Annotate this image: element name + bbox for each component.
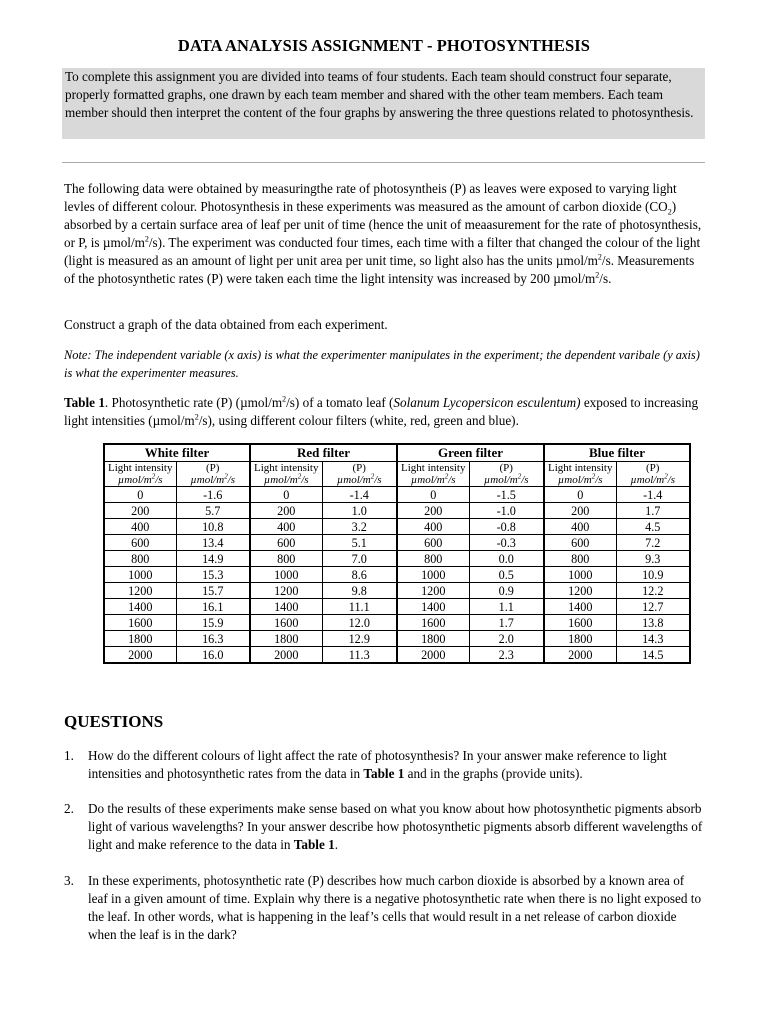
light-intensity-cell: 200 xyxy=(250,503,322,519)
group-header-blue: Blue filter xyxy=(544,444,690,462)
rate-cell: 10.8 xyxy=(176,519,250,535)
question-2: 2. Do the results of these experiments make sense based on what you know about how photosynthetic pigments absorb light of various wavelengths? In your answer describe how photosynthetic pigments absorb different wavelengths of light and make reference to the data in Table 1. xyxy=(64,801,703,852)
light-intensity-cell: 200 xyxy=(104,503,176,519)
light-intensity-cell: 1200 xyxy=(544,583,616,599)
light-intensity-cell: 400 xyxy=(104,519,176,535)
rate-cell: 14.3 xyxy=(616,631,690,647)
light-intensity-cell: 800 xyxy=(250,551,322,567)
light-intensity-cell: 1000 xyxy=(104,567,176,583)
rate-cell: 14.9 xyxy=(176,551,250,567)
light-intensity-cell: 1400 xyxy=(544,599,616,615)
rate-cell: -1.0 xyxy=(469,503,544,519)
light-intensity-cell: 800 xyxy=(544,551,616,567)
rate-cell: 11.1 xyxy=(322,599,397,615)
light-intensity-header: Light intensity µmol/$m^2/s$ xyxy=(250,462,322,487)
rate-cell: 8.6 xyxy=(322,567,397,583)
rate-header: (P) µmol/$m^2/s$ xyxy=(322,462,397,487)
light-intensity-cell: 0 xyxy=(544,487,616,503)
rate-cell: 2.0 xyxy=(469,631,544,647)
light-intensity-cell: 200 xyxy=(544,503,616,519)
light-intensity-cell: 600 xyxy=(397,535,469,551)
page-title: DATA ANALYSIS ASSIGNMENT - PHOTOSYNTHESIS xyxy=(177,36,591,55)
light-intensity-cell: 1000 xyxy=(250,567,322,583)
data-table xyxy=(103,443,691,664)
light-intensity-cell: 1400 xyxy=(250,599,322,615)
note-text: Note: The independent variable (x axis) is what the experimenter manipulates in the experiment; the dependent varibale (y axis) is what the experimenter measures. xyxy=(64,348,700,380)
table-row xyxy=(104,647,690,664)
rate-cell: -0.8 xyxy=(469,519,544,535)
table-row xyxy=(104,535,690,551)
light-intensity-cell: 200 xyxy=(397,503,469,519)
light-intensity-cell: 400 xyxy=(250,519,322,535)
light-intensity-cell: 1800 xyxy=(397,631,469,647)
light-intensity-cell: 1000 xyxy=(544,567,616,583)
table-row xyxy=(104,583,690,599)
group-header-row xyxy=(104,444,690,462)
light-intensity-header: Light intensity µmol/$m^2/s$ xyxy=(104,462,176,487)
light-intensity-cell: 1600 xyxy=(250,615,322,631)
rate-cell: -1.5 xyxy=(469,487,544,503)
instruction-text: Construct a graph of the data obtained from each experiment. xyxy=(64,317,388,332)
light-intensity-cell: 1200 xyxy=(104,583,176,599)
rate-cell: 2.3 xyxy=(469,647,544,664)
group-header-red: Red filter xyxy=(250,444,397,462)
rate-cell: -0.3 xyxy=(469,535,544,551)
light-intensity-cell: 0 xyxy=(397,487,469,503)
rate-cell: 16.1 xyxy=(176,599,250,615)
table-row xyxy=(104,599,690,615)
rate-cell: 14.5 xyxy=(616,647,690,664)
light-intensity-cell: 2000 xyxy=(544,647,616,664)
rate-cell: 15.9 xyxy=(176,615,250,631)
intro-box: To complete this assignment you are divided into teams of four students. Each team should construct four separate, properly formatted graphs, one drawn by each team member and shared with the other team members. Each team member should then interpret the content of the four graphs by answering the three questions related to photosynthesis. xyxy=(62,68,705,139)
light-intensity-cell: 1600 xyxy=(104,615,176,631)
rate-cell: 5.7 xyxy=(176,503,250,519)
light-intensity-cell: 1400 xyxy=(104,599,176,615)
light-intensity-cell: 600 xyxy=(250,535,322,551)
rate-cell: 7.0 xyxy=(322,551,397,567)
rate-cell: 0.5 xyxy=(469,567,544,583)
divider xyxy=(62,162,705,163)
rate-cell: 12.7 xyxy=(616,599,690,615)
light-intensity-cell: 600 xyxy=(104,535,176,551)
rate-cell: 0.9 xyxy=(469,583,544,599)
table-row xyxy=(104,631,690,647)
table-row xyxy=(104,503,690,519)
rate-cell: 1.1 xyxy=(469,599,544,615)
light-intensity-cell: 1200 xyxy=(250,583,322,599)
rate-cell: 11.3 xyxy=(322,647,397,664)
light-intensity-cell: 0 xyxy=(250,487,322,503)
light-intensity-cell: 2000 xyxy=(104,647,176,664)
light-intensity-cell: 1800 xyxy=(104,631,176,647)
questions-heading: QUESTIONS xyxy=(64,712,164,731)
light-intensity-cell: 800 xyxy=(104,551,176,567)
rate-cell: 16.3 xyxy=(176,631,250,647)
group-header-green: Green filter xyxy=(397,444,544,462)
rate-cell: 0.0 xyxy=(469,551,544,567)
rate-cell: 12.9 xyxy=(322,631,397,647)
light-intensity-cell: 0 xyxy=(104,487,176,503)
light-intensity-cell: 2000 xyxy=(397,647,469,664)
rate-cell: 12.0 xyxy=(322,615,397,631)
question-3: 3. In these experiments, photosynthetic rate (P) describes how much carbon dioxide is absorbed by a known area of leaf in a given amount of time. Explain why there is a negative photosynthetic rate when there is no light exposed to the leaf. In other words, what is happening in the leaf’s cells that would result in a net release of carbon dioxide when the leaf is in the dark? xyxy=(64,873,702,942)
light-intensity-cell: 400 xyxy=(397,519,469,535)
rate-cell: 9.3 xyxy=(616,551,690,567)
light-intensity-header: Light intensity µmol/$m^2/s$ xyxy=(544,462,616,487)
rate-cell: -1.4 xyxy=(616,487,690,503)
light-intensity-cell: 1800 xyxy=(250,631,322,647)
rate-cell: 4.5 xyxy=(616,519,690,535)
rate-cell: 9.8 xyxy=(322,583,397,599)
rate-cell: 5.1 xyxy=(322,535,397,551)
rate-cell: 16.0 xyxy=(176,647,250,664)
table-row xyxy=(104,615,690,631)
light-intensity-cell: 1400 xyxy=(397,599,469,615)
light-intensity-cell: 1800 xyxy=(544,631,616,647)
rate-cell: 1.0 xyxy=(322,503,397,519)
table-row xyxy=(104,551,690,567)
rate-header: (P) µmol/$m^2/s$ xyxy=(469,462,544,487)
light-intensity-cell: 1200 xyxy=(397,583,469,599)
rate-cell: 15.3 xyxy=(176,567,250,583)
rate-cell: 13.8 xyxy=(616,615,690,631)
question-1: 1. How do the different colours of light affect the rate of photosynthesis? In your answer make reference to light intensities and photosynthetic rates from the data in Table 1 and in the graphs (provide units). xyxy=(64,748,667,781)
rate-cell: 3.2 xyxy=(322,519,397,535)
table-row xyxy=(104,519,690,535)
group-header-white: White filter xyxy=(104,444,250,462)
rate-cell: -1.4 xyxy=(322,487,397,503)
data-description: The following data were obtained by measuringthe rate of photosyntheis (P) as leaves were exposed to varying light levles of different colour. Photosynthesis in these experiments was measured as the amount of carbon dioxide $(CO_2)$ absorbed by a certain surface area of leaf per unit of time (hence the unit of meaasurement for the rate of photosynthesis, or P, is µmol/$m^2/s$). The experiment was conducted four times, each time with a filter that changed the colour of the light (light is measured as an amount of light per unit area per unit time, so light also has the units µmol/$m^2/s$. Measurements of the photosynthetic rates (P) were taken each time the light intensity was increased by 200 µmol/$m^2/s$. xyxy=(64,181,702,286)
rate-cell: 15.7 xyxy=(176,583,250,599)
rate-header: (P) µmol/$m^2/s$ xyxy=(176,462,250,487)
light-intensity-cell: 1600 xyxy=(544,615,616,631)
light-intensity-cell: 2000 xyxy=(250,647,322,664)
light-intensity-cell: 1600 xyxy=(397,615,469,631)
rate-cell: 1.7 xyxy=(469,615,544,631)
table-row xyxy=(104,487,690,503)
rate-cell: 10.9 xyxy=(616,567,690,583)
light-intensity-header: Light intensity µmol/$m^2/s$ xyxy=(397,462,469,487)
table-row xyxy=(104,567,690,583)
light-intensity-cell: 600 xyxy=(544,535,616,551)
rate-cell: 12.2 xyxy=(616,583,690,599)
light-intensity-cell: 400 xyxy=(544,519,616,535)
rate-header: (P) µmol/$m^2/s$ xyxy=(616,462,690,487)
light-intensity-cell: 800 xyxy=(397,551,469,567)
rate-cell: 1.7 xyxy=(616,503,690,519)
rate-cell: 13.4 xyxy=(176,535,250,551)
sub-header-row xyxy=(104,462,690,487)
light-intensity-cell: 1000 xyxy=(397,567,469,583)
rate-cell: -1.6 xyxy=(176,487,250,503)
rate-cell: 7.2 xyxy=(616,535,690,551)
table-caption: Table 1. Photosynthetic rate (P) $(\mu mol/m^2/s)$ of a tomato leaf (Solanum Lycopersicon esculentum) exposed to increasing light intensities $(\mu mol/m^2/s)$, using different colour filters (white, red, green and blue). xyxy=(64,394,699,428)
